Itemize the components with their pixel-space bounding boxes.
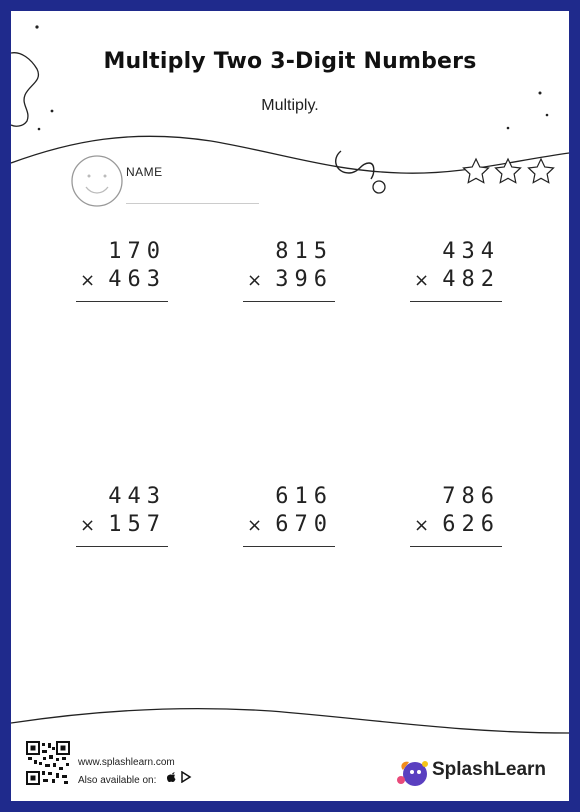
worksheet-title: Multiply Two 3-Digit Numbers xyxy=(103,49,477,74)
available-on-label: Also available on: xyxy=(78,775,157,786)
smiley-face-icon xyxy=(72,156,122,206)
name-field[interactable] xyxy=(126,203,259,204)
multiplier: 670 xyxy=(275,512,333,537)
answer-line xyxy=(410,546,502,547)
answer-line xyxy=(243,301,335,302)
footer-wave-line xyxy=(11,709,569,733)
multiplicand: 616 xyxy=(275,484,333,509)
brand-name: SplashLearn xyxy=(432,759,547,780)
star-dot xyxy=(539,92,542,95)
multiply-sign: × xyxy=(414,270,430,291)
multiplicand: 786 xyxy=(442,484,500,509)
splashlearn-logo-icon[interactable] xyxy=(395,756,431,790)
star-dot xyxy=(507,127,510,130)
star-dot xyxy=(35,25,38,28)
store-icons xyxy=(166,771,192,786)
multiply-sign: × xyxy=(247,270,263,291)
star-dot xyxy=(38,128,41,131)
multiplicand: 170 xyxy=(108,239,166,264)
decorative-background xyxy=(11,11,569,801)
answer-line xyxy=(243,546,335,547)
multiply-sign: × xyxy=(80,270,96,291)
rating-stars-icon xyxy=(464,159,554,183)
multiply-sign: × xyxy=(80,515,96,536)
multiplier: 482 xyxy=(442,267,500,292)
multiplier: 626 xyxy=(442,512,500,537)
hook-decoration xyxy=(336,151,374,179)
worksheet-page xyxy=(11,11,569,801)
multiplicand: 434 xyxy=(442,239,500,264)
name-label: NAME xyxy=(126,165,163,179)
answer-line xyxy=(76,546,168,547)
multiplier: 463 xyxy=(108,267,166,292)
ring-decoration xyxy=(373,181,385,193)
answer-line xyxy=(76,301,168,302)
play-store-icon[interactable] xyxy=(180,771,192,783)
multiply-sign: × xyxy=(247,515,263,536)
qr-code-icon[interactable] xyxy=(26,741,70,785)
multiplicand: 443 xyxy=(108,484,166,509)
multiplicand: 815 xyxy=(275,239,333,264)
multiplier: 157 xyxy=(108,512,166,537)
answer-line xyxy=(410,301,502,302)
website-link[interactable]: www.splashlearn.com xyxy=(78,757,175,768)
multiplier: 396 xyxy=(275,267,333,292)
instruction-text: Multiply. xyxy=(261,97,319,114)
multiply-sign: × xyxy=(414,515,430,536)
